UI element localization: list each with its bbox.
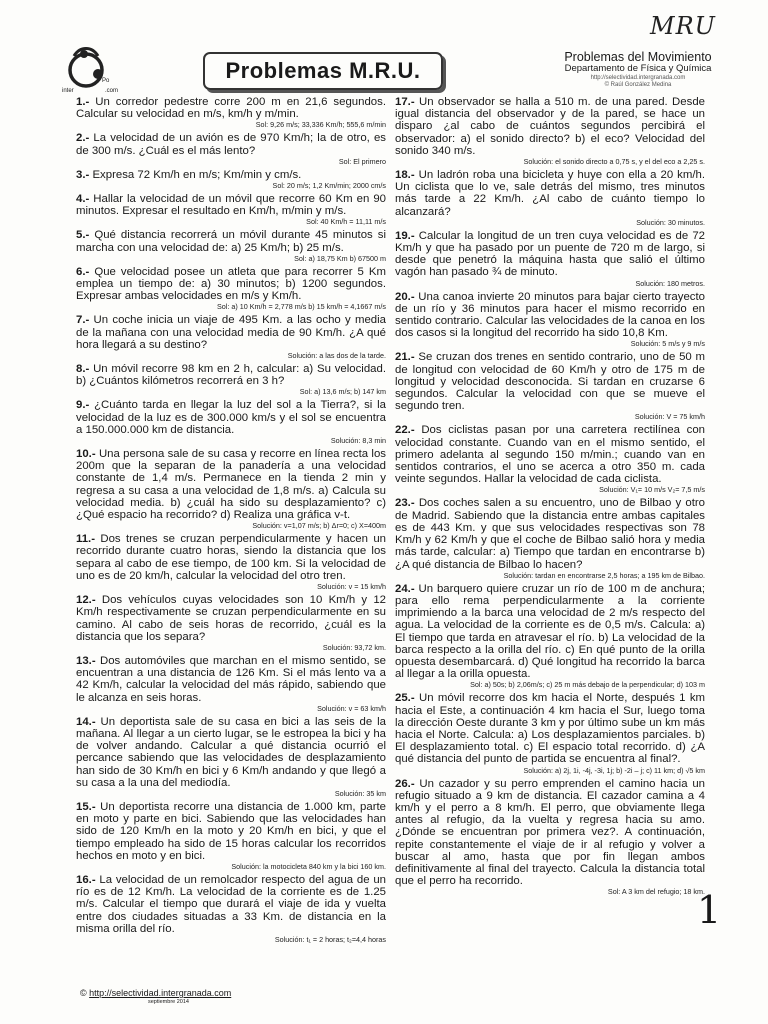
problem-statement [76, 132, 386, 156]
left-column [76, 96, 386, 947]
problem-statement [395, 424, 705, 485]
problem-statement [76, 801, 386, 862]
problem-text: Qué distancia recorrerá un móvil durante 45 minutos si marcha con una velocidad de: a) 25 Km/h; b) 25 m/s. [76, 229, 386, 254]
problem-statement [76, 229, 386, 253]
solution-text: Solución: 5 m/s y 9 m/s [630, 339, 705, 349]
problem-statement [395, 291, 705, 340]
header-info [548, 50, 728, 89]
problem-statement [76, 448, 386, 521]
problem-statement [395, 96, 705, 157]
problem-statement [76, 874, 386, 935]
solution-text: Sol: El primero [338, 156, 386, 166]
problem-text: Dos automóviles que marchan en el mismo sentido, se encuentran a una distancia de 126 Km. Si el más lento va a 42 Km/h, calcular la velocidad del más rápido, sabiendo que le alcanza en seis horas. [76, 654, 386, 704]
logo-left-text: inter [62, 88, 74, 94]
problem-number: 16.- [76, 873, 96, 886]
solution-text: Solución: a) 2j, 1i, -4j, -3i, 1j; b) -2i – j; c) 11 km; d) √5 km [523, 765, 705, 775]
problem-item [395, 778, 705, 897]
problem-text: Hallar la velocidad de un móvil que recorre 60 Km en 90 minutos. Expresar el resultado en Km/h, m/min y m/s. [76, 193, 386, 218]
solution-text: Solución: el sonido directo a 0,75 s, y el del eco a 2,25 s. [523, 157, 705, 167]
problem-text: Expresa 72 Km/h en m/s; Km/min y cm/s. [89, 168, 302, 181]
problem-item [76, 399, 386, 445]
problem-statement [76, 655, 386, 704]
problem-text: Un ladrón roba una bicicleta y huye con ella a 20 km/h. Un ciclista que lo ve, sale detrás del mismo, tres minutos más tarde a 22 Km/h. ¿Al cabo de cuánto tiempo lo alcanzará? [395, 169, 705, 218]
problem-item [76, 96, 386, 129]
problem-item [395, 583, 705, 690]
problem-item [76, 533, 386, 591]
problem-statement [76, 399, 386, 436]
solution-text: Sol: a) 13,6 m/s; b) 147 km [299, 387, 386, 397]
problem-number: 19.- [395, 229, 415, 242]
problem-statement [76, 363, 386, 387]
problem-item [395, 497, 705, 579]
problem-item [76, 169, 386, 190]
solution-text: Solución: a las dos de la tarde. [287, 351, 386, 361]
logo-small-text: Po [102, 78, 110, 84]
logo-right-text: .com [104, 88, 118, 94]
problem-statement [76, 266, 386, 303]
problem-statement [395, 692, 705, 765]
problem-number: 18.- [395, 169, 415, 182]
solution-text: Sol: a) 50s; b) 2,06m/s; c) 25 m más debajo de la perpendicular; d) 103 m [470, 680, 705, 690]
problem-text: Un deportista sale de su casa en bici a las seis de la mañana. Al llegar a un cierto lugar, se le estropea la bici y ha de volver andando. Calcular a qué distancia ocurrió el percance sabiendo que las velocidades de desplazamiento han sido de 30 Km/h en bici y 6 Km/h andando y que llegó a su casa a la una del mediodía. [76, 715, 386, 789]
problem-text: Que velocidad posee un atleta que para recorrer 5 Km emplea un tiempo de: a) 30 minutos; b) 1200 segundos. Expresar ambas velocidades en m/s y Km/h. [76, 265, 386, 303]
header-line-1: Problemas del Movimiento [564, 50, 712, 64]
solution-text: Solución: 30 minutos. [636, 217, 705, 227]
problem-statement [395, 497, 705, 570]
problem-statement [76, 533, 386, 582]
solution-text: Solución: la motocicleta 840 km y la bici 160 km. [231, 861, 386, 871]
problem-item [76, 716, 386, 798]
solution-text: Solución: 93,72 km. [322, 642, 386, 652]
solution-text: Sol: 9,26 m/s; 33,336 Km/h; 555,6 m/min [255, 120, 386, 130]
problem-number: 20.- [395, 290, 415, 303]
solution-text: Sol: 40 Km/h = 11,11 m/s [306, 217, 386, 227]
problem-statement [76, 594, 386, 643]
problem-text: ¿Cuánto tarda en llegar la luz del sol a la Tierra?, si la velocidad de la luz es de 300.000 km/s y el sol se encuentra a 150.000.000 km de distancia. [76, 399, 386, 436]
solution-text: Sol: a) 18,75 Km b) 67500 m [294, 253, 386, 263]
header-line-2: Departamento de Física y Química [564, 63, 712, 75]
problem-item [76, 229, 386, 262]
page-title: Problemas M.R.U. [203, 52, 443, 90]
problem-number: 24.- [395, 582, 415, 595]
problem-number: 23.- [395, 497, 415, 510]
problem-item [395, 291, 705, 349]
problem-number: 25.- [395, 692, 415, 705]
problem-item [76, 132, 386, 165]
handwritten-note: MRU [650, 12, 716, 40]
solution-text: Solución: tardan en encontrarse 2,5 horas; a 195 km de Bilbao. [503, 570, 705, 580]
problem-text: Un deportista recorre una distancia de 1.000 km, parte en moto y parte en bici. Sabiendo que las velocidades han sido de 120 Km/h en la moto y 20 Km/h en bici, y que el tiempo empleado ha sido de 15 horas calcular los recorridos hechos en moto y en bici. [76, 800, 386, 862]
problem-item [76, 594, 386, 652]
problem-text: Calcular la longitud de un tren cuya velocidad es de 72 Km/h y que ha pasado por un puente de 720 m de largo, si desde que penetró la máquina hasta que salió el último vagón han pasado ¾ de minuto. [395, 229, 705, 279]
problem-statement [395, 778, 705, 888]
problem-text: Un coche inicia un viaje de 495 Km. a las ocho y media de la mañana con una velocidad media de 90 Km/h. ¿A qué hora llegará a su destino? [76, 314, 386, 351]
footer-copyright: © [80, 988, 90, 998]
header-line-3: http://selectividad.intergranada.com [590, 75, 686, 82]
problem-number: 12.- [76, 594, 96, 607]
problem-item [76, 874, 386, 944]
problem-item [395, 169, 705, 227]
problem-number: 22.- [395, 424, 415, 437]
problem-number: 11.- [76, 533, 95, 546]
problem-statement [76, 169, 386, 181]
problem-text: Un observador se halla a 510 m. de una pared. Desde igual distancia del observador y de la pared, se hace un disparo ¿al cabo de cuántos segundos percibirá el observador: a) el sonido directo? b) el eco? Velocidad del sonido 340 m/s. [395, 96, 705, 157]
problem-text: Dos vehículos cuyas velocidades son 10 Km/h y 12 Km/h respectivamente se cruzan perpendicularmente en su camino. Al cabo de seis horas de recorrido, ¿cuál es la distancia que los separa? [76, 594, 386, 643]
solution-text: Solución: V₁= 10 m/s V₂= 7,5 m/s [599, 485, 705, 495]
problem-text: La velocidad de un avión es de 970 Km/h; la de otro, es de 300 m/s. ¿Cuál es el más lento? [76, 132, 386, 157]
problem-number: 26.- [395, 777, 415, 790]
problem-number: 7.- [76, 314, 90, 327]
solution-text: Solución: 180 metros. [635, 278, 705, 288]
problem-item [395, 692, 705, 774]
solution-text: Solución: v=1,07 m/s; b) Δr=0; c) X=400m [252, 521, 386, 531]
right-column [395, 96, 705, 899]
problem-text: Dos coches salen a su encuentro, uno de Bilbao y otro de Madrid. Sabiendo que la distancia entre ambas capitales es de 443 Km. y que sus velocidades respectivas son 78 Km/h y 62 Km/h y que el coche de Bilbao salió hora y media más tarde, calcular: a) Tiempo que tardan en encontrarse b) ¿A qué distancia de Bilbao lo hacen? [395, 497, 705, 571]
problem-number: 3.- [76, 168, 90, 181]
solution-text: Solución: 35 km [334, 788, 386, 798]
problem-number: 10.- [76, 448, 96, 461]
problem-number: 1.- [76, 96, 90, 108]
problem-statement [395, 230, 705, 279]
problem-text: La velocidad de un remolcador respecto del agua de un río es de 12 Km/h. La velocidad de la corriente es de 1.25 m/s. Calcular el tiempo que durará el viaje de ida y vuelta entre dos ciudades situadas a 33 Km. de distancia en la misma orilla del río. [76, 873, 386, 935]
problem-item [395, 424, 705, 494]
page-number: 1 [697, 888, 722, 932]
problem-item [395, 230, 705, 288]
problem-number: 4.- [76, 193, 90, 206]
problem-text: Un cazador y su perro emprenden el camino hacia un refugio situado a 9 km de distancia. El cazador camina a 4 km/h y el perro a 8 km/h. El perro, que obviamente llega antes al refugio, da la vuelta y regresa hacia su amo. ¿Dónde se encuentran por primera vez?. A continuación, repite constantemente el viaje de ir al refugio y volver a buscar al amo, hasta que por fin llegan ambos definitivamente al final del trayecto. Calcula la distancia total que el perro ha recorrido. [395, 777, 705, 888]
problem-number: 14.- [76, 715, 96, 728]
problem-text: Dos ciclistas pasan por una carretera rectilínea con velocidad constante. Cuando van en el mismo sentido, el primero adelanta al segundo 150 m/min.; cuando van en sentidos contrarios, el uno se acerca a otro 350 m. cada veinte segundos. Hallar la velocidad de cada ciclista. [395, 424, 705, 486]
problem-statement [76, 314, 386, 351]
problem-statement [395, 169, 705, 218]
solution-text: Sol: 20 m/s; 1,2 Km/min; 2000 cm/s [272, 181, 386, 191]
problem-number: 15.- [76, 800, 96, 813]
problem-item [76, 193, 386, 226]
solution-text: Solución: v = 63 km/h [317, 703, 386, 713]
problem-number: 5.- [76, 229, 90, 242]
problem-item [395, 96, 705, 166]
logo-caption [62, 88, 118, 94]
problem-number: 8.- [76, 363, 90, 376]
problem-number: 21.- [395, 351, 415, 364]
problem-number: 13.- [76, 654, 96, 667]
problem-item [76, 314, 386, 360]
problem-text: Un móvil recorre 98 km en 2 h, calcular: a) Su velocidad. b) ¿Cuántos kilómetros recorrerá en 3 h? [76, 363, 386, 388]
problem-item [76, 266, 386, 312]
solution-text: Sol: A 3 km del refugio; 18 km. [607, 887, 705, 897]
problem-item [76, 655, 386, 713]
footer-date: septiembre 2014 [148, 999, 189, 1005]
problem-number: 2.- [76, 132, 90, 145]
solution-text: Solución: 8,3 min [330, 436, 386, 446]
problem-item [395, 351, 705, 421]
problem-text: Se cruzan dos trenes en sentido contrario, uno de 50 m de longitud con velocidad de 60 Km/h y otro de 175 m de longitud y velocidad desconocida. Si tardan en cruzarse 6 segundos. Calcular la velocidad con que se mueve el segundo tren. [395, 351, 705, 413]
problem-statement [395, 351, 705, 412]
problem-number: 17.- [395, 96, 415, 108]
footer [80, 988, 231, 1005]
header-line-4: © Raúl González Medina [604, 82, 672, 89]
problem-statement [76, 96, 386, 120]
problem-statement [76, 193, 386, 217]
problem-text: Una canoa invierte 20 minutos para bajar cierto trayecto de un río y 36 minutos para hacer el mismo recorrido en sentido contrario. Calcular las velocidades de la canoa en los dos casos si la longitud del recorrido ha sido 10,8 Km. [395, 290, 705, 340]
problem-text: Un corredor pedestre corre 200 m en 21,6 segundos. Calcular su velocidad en m/s, km/h y m/min. [76, 96, 386, 121]
problem-item [76, 448, 386, 530]
problem-item [76, 801, 386, 871]
problem-statement [76, 716, 386, 789]
problem-text: Una persona sale de su casa y recorre en línea recta los 200m que la separan de la panadería a una velocidad constante de 1,4 m/s. Permanece en la tienda 2 min y regresa a su casa a una velocidad de 1,8 m/s. a) Calcula su velocidad media. b) ¿cuál ha sido su desplazamiento? c)¿Qué espacio ha recorrido? d) Realiza una gráfica v-t. [76, 448, 386, 522]
solution-text: Solución: t₁ = 2 horas; t₂=4,4 horas [274, 934, 386, 944]
problem-number: 9.- [76, 399, 90, 412]
footer-link[interactable]: http://selectividad.intergranada.com [89, 988, 232, 998]
problem-statement [395, 583, 705, 681]
solution-text: Solución: v = 15 km/h [317, 582, 386, 592]
problem-text: Un móvil recorre dos km hacia el Norte, después 1 km hacia el Este, a continuación 4 km hacia el Sur, luego toma la dirección Oeste durante 3 km y por último sube un km más hacia el Norte. Calcula: a) Los desplazamientos parciales. b) El desplazamiento total. c) El espacio total recorrido. d) ¿A qué distancia del punto de partida se encuentra al final?. [395, 692, 705, 766]
solution-text: Solución: V = 75 km/h [634, 412, 705, 422]
problem-text: Un barquero quiere cruzar un río de 100 m de anchura; para ello rema perpendicularmente a la corriente imprimiendo a la barca una velocidad de 2 m/s respecto del agua. La velocidad de la corriente es de 0,5 m/s. Calcula: a) El tiempo que tarda en atravesar el río. b) La velocidad de la barca respecto a la orilla del río. c) En qué punto de la orilla opuesta desembarcará. d) Qué longitud ha recorrido la barca al llegar a la orilla opuesta. [395, 582, 705, 681]
problem-item [76, 363, 386, 396]
solution-text: Sol: a) 10 Km/h = 2,778 m/s b) 15 km/h = 4,1667 m/s [217, 302, 386, 312]
problem-text: Dos trenes se cruzan perpendicularmente y hacen un recorrido durante cuatro horas, siendo la distancia que los separa al cabo de ese tiempo, de 100 km. Si la velocidad de uno es de 20 km/h, calcular la velocidad del otro tren. [76, 533, 386, 582]
problem-number: 6.- [76, 265, 90, 278]
